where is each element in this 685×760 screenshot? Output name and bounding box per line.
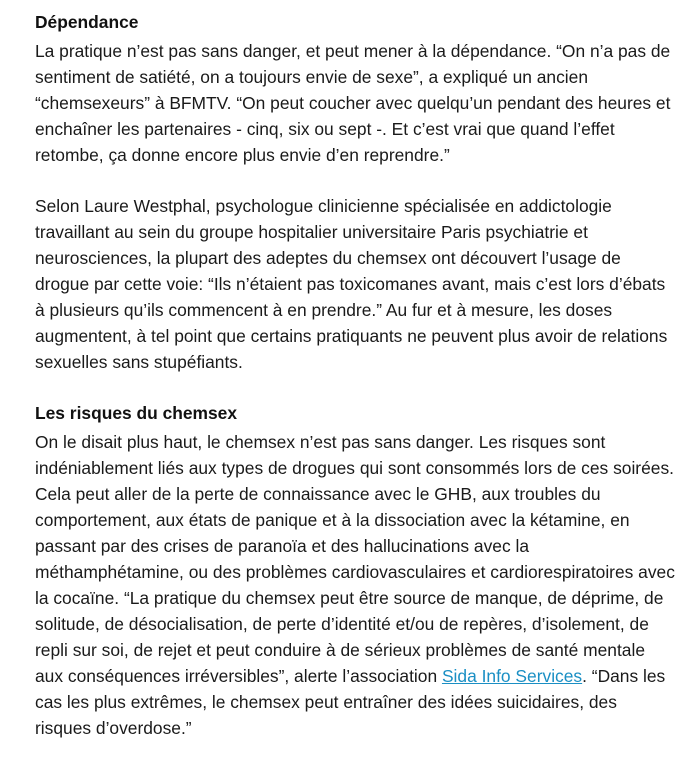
article-body (35, 9, 675, 741)
paragraph-risques-text-before: On le disait plus haut, le chemsex n’est pas sans danger. Les risques sont indéniablement liés aux types de drogues qui sont consommés lors de ces soirées. Cela peut aller de la perte de connaissance avec le GHB, aux troubles du comportement, aux états de panique et à la dissociation avec la kétamine, en passant par des crises de paranoïa et des hallucinations avec la méthamphétamine, ou des problèmes cardiovasculaires et cardiorespiratoires avec la cocaïne. “La pratique du chemsex peut être source de manque, de déprime, de solitude, de désocialisation, de perte d’identité et/ou de repères, d’isolement, de repli sur soi, de rejet et peut conduire à de sérieux problèmes de santé mentale aux conséquences irréversibles”, alerte l’association (35, 432, 675, 686)
section-heading-dependance: Dépendance (35, 12, 139, 32)
sida-info-services-link[interactable]: Sida Info Services (441, 666, 583, 686)
paragraph-risques-text-after: . “Dans les cas les plus extrêmes, le chemsex peut entraîner des idées suicidaires, des risques d’overdose.” (35, 666, 666, 738)
paragraph-risques (35, 429, 675, 741)
section-heading-risques: Les risques du chemsex (35, 403, 238, 423)
section-risques (35, 400, 675, 741)
section-dependance (35, 9, 675, 375)
paragraph-dependance-1: La pratique n’est pas sans danger, et peut mener à la dépendance. “On n’a pas de sentiment de satiété, on a toujours envie de sexe”, a expliqué un ancien “chemsexeurs” à BFMTV. “On peut coucher avec quelqu’un pendant des heures et enchaîner les partenaires - cinq, six ou sept -. Et c’est vrai que quand l’effet retombe, ça donne encore plus envie d’en reprendre.” (35, 41, 671, 165)
paragraph-dependance-2: Selon Laure Westphal, psychologue clinicienne spécialisée en addictologie travaillant au sein du groupe hospitalier universitaire Paris psychiatrie et neurosciences, la plupart des adeptes du chemsex ont découvert l’usage de drogue par cette voie: “Ils n’étaient pas toxicomanes avant, mais c’est lors d’ébats à plusieurs qu’ils commencent à en prendre.” Au fur et à mesure, les doses augmentent, à tel point que certains pratiquants ne peuvent plus avoir de relations sexuelles sans stupéfiants. (35, 196, 668, 372)
